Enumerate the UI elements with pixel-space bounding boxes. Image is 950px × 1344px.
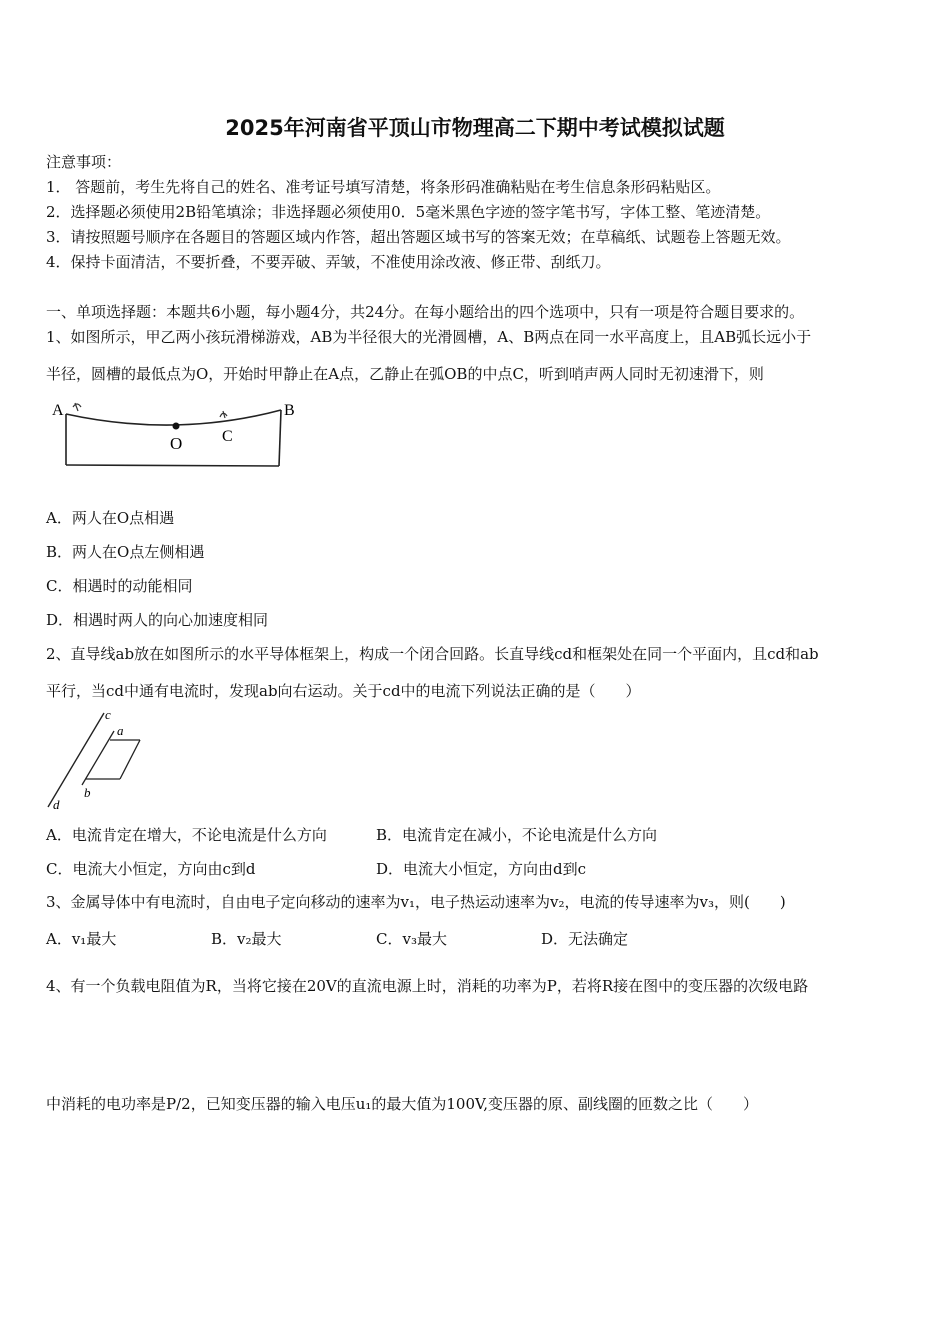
q2-option-a: A．电流肯定在增大，不论电流是什么方向 <box>46 826 327 844</box>
q1-option-b: B．两人在O点左侧相遇 <box>46 543 205 561</box>
q1-option-d: D．相遇时两人的向心加速度相同 <box>46 611 269 629</box>
point-a-label: A <box>52 402 64 419</box>
q3-option-d: D．无法确定 <box>541 930 629 948</box>
notice-item: 2．选择题必须使用2B铅笔填涂；非选择题必须使用0．5毫米黑色字迹的签字笔书写，字体工整、笔迹清楚。 <box>46 203 771 221</box>
notice-item: 4．保持卡面清洁，不要折叠，不要弄破、弄皱，不准使用涂改液、修正带、刮纸刀。 <box>46 253 611 271</box>
section-heading: 一、单项选择题：本题共6小题，每小题4分，共24分。在每小题给出的四个选项中，只有一项是符合题目要求的。 <box>46 303 805 321</box>
question-4-line-1: 4、有一个负载电阻值为R，当将它接在20V的直流电源上时，消耗的功率为P，若将R接在图中的变压器的次级电路 <box>46 977 809 995</box>
q2-option-c: C．电流大小恒定，方向由c到d <box>46 860 256 878</box>
question-2-line-2: 平行，当cd中通有电流时，发现ab向右运动。关于cd中的电流下列说法正确的是（ ） <box>46 682 641 700</box>
question-3: 3、金属导体中有电流时，自由电子定向移动的速率为v₁，电子热运动速率为v₂，电流的传导速率为v₃，则( ) <box>46 893 786 911</box>
q3-option-c: C．v₃最大 <box>376 930 447 948</box>
q2-option-d: D．电流大小恒定，方向由d到c <box>376 860 587 878</box>
question-1-line-1: 1、如图所示，甲乙两小孩玩滑梯游戏，AB为半径很大的光滑圆槽，A、B两点在同一水平高度上，且AB弧长远小于 <box>46 328 812 346</box>
q1-option-a: A．两人在O点相遇 <box>46 509 175 527</box>
question-1-line-2: 半径，圆槽的最低点为O，开始时甲静止在A点，乙静止在弧OB的中点C，听到哨声两人同时无初速滑下，则 <box>46 365 764 383</box>
q3-option-b: B．v₂最大 <box>211 930 282 948</box>
notice-item: 3．请按照题号顺序在各题目的答题区域内作答，超出答题区域书写的答案无效；在草稿纸、试题卷上答题无效。 <box>46 228 791 246</box>
point-c-label: C <box>222 428 233 445</box>
q3-option-a: A．v₁最大 <box>46 930 117 948</box>
point-b-label: B <box>284 402 295 419</box>
notice-heading: 注意事项： <box>46 153 122 171</box>
q2-wire-frame-figure <box>44 705 154 813</box>
wire-a-label: a <box>117 723 124 738</box>
q1-option-c: C．相遇时的动能相同 <box>46 577 193 595</box>
wire-b-label: b <box>84 785 91 800</box>
notice-item: 1． 答题前，考生先将自己的姓名、准考证号填写清楚，将条形码准确粘贴在考生信息条形码粘贴区。 <box>46 178 721 196</box>
wire-d-label: d <box>53 797 60 812</box>
question-2-line-1: 2、直导线ab放在如图所示的水平导体框架上，构成一个闭合回路。长直导线cd和框架处在同一个平面内，且cd和ab <box>46 645 819 663</box>
question-4-line-2: 中消耗的电功率是P/2，已知变压器的输入电压u₁的最大值为100V,变压器的原、副线圈的匝数之比（ ） <box>46 1095 758 1113</box>
page-title: 2025年河南省平顶山市物理高二下期中考试模拟试题 <box>225 116 725 140</box>
q2-option-b: B．电流肯定在减小，不论电流是什么方向 <box>376 826 658 844</box>
q1-slide-figure <box>46 395 306 475</box>
wire-c-label: c <box>105 707 111 722</box>
point-o-label: O <box>170 434 183 453</box>
